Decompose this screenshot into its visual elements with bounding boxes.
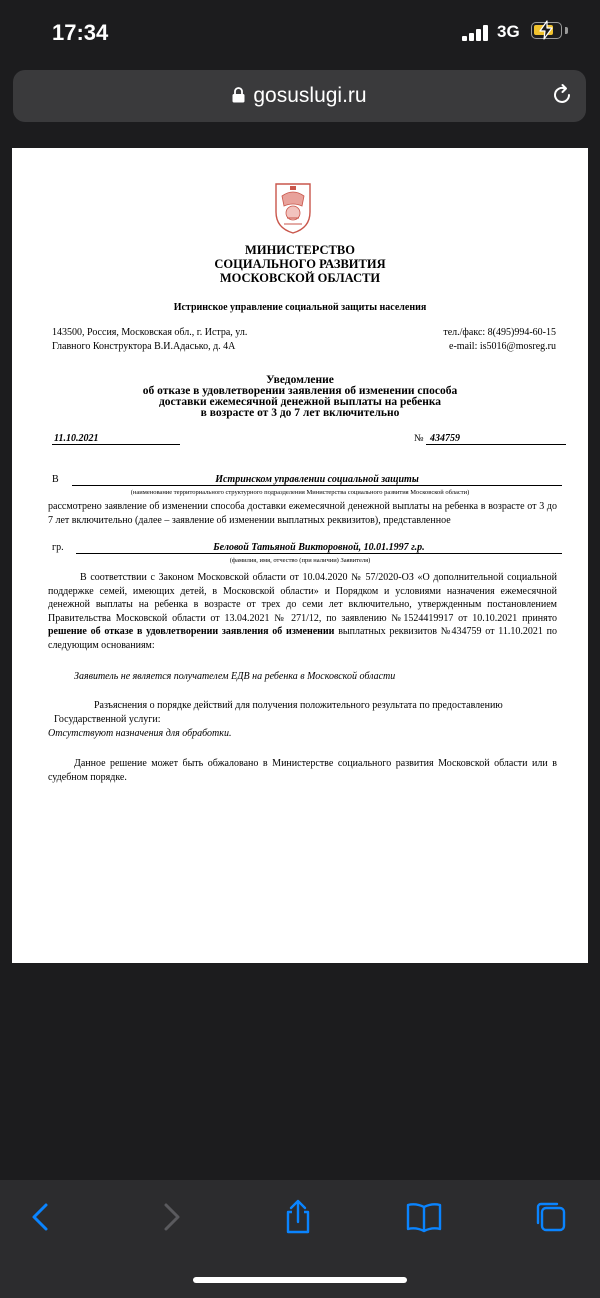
main-paragraph (48, 571, 557, 652)
ministry-line: МОСКОВСКОЙ ОБЛАСТИ (219, 271, 381, 285)
document-page (12, 148, 588, 963)
network-type: 3G (497, 22, 520, 41)
share-icon[interactable] (280, 1199, 316, 1235)
status-bar (0, 0, 600, 66)
charging-bolt-icon (537, 20, 555, 40)
title-line: в возрасте от 3 до 7 лет включительно (200, 407, 400, 419)
status-time: 17:34 (52, 20, 109, 45)
appeal-paragraph: Данное решение может быть обжаловано в Министерстве социального развития Московской области или в судебном порядке. (48, 758, 557, 783)
battery-cap (565, 27, 568, 34)
reload-icon[interactable] (550, 83, 574, 107)
to-label: В (52, 474, 59, 485)
email: e-mail: is5016@mosreg.ru (449, 341, 556, 352)
chevron-left-icon[interactable] (24, 1199, 60, 1235)
lock-icon (232, 87, 245, 103)
main-paragraph-text: выплатных реквизитов №434759 от 11.10.2021 по следующим основаниям: (48, 626, 557, 651)
phone-fax: тел./факс: 8(495)994-60-15 (443, 327, 556, 338)
postal-address (52, 326, 247, 354)
title-line: Уведомление (266, 374, 334, 386)
coat-of-arms-emblem (274, 182, 312, 234)
citizen-label: гр. (52, 542, 64, 553)
address-line: 143500, Россия, Московская обл., г. Истра, ул. (52, 327, 248, 338)
number-label: № (414, 433, 424, 444)
ministry-line: СОЦИАЛЬНОГО РАЗВИТИЯ (214, 257, 386, 271)
office-name: Истринское управление социальной защиты населения (173, 302, 427, 313)
home-indicator[interactable] (193, 1277, 407, 1283)
applicant-caption: (фамилия, имя, отчество (при наличии) Заявителя) (229, 557, 371, 564)
tabs-icon[interactable] (533, 1199, 569, 1235)
clarification-value: Отсутствуют назначения для обработки. (48, 728, 232, 739)
notice-title (72, 375, 528, 419)
main-paragraph-text: В соответствии с Законом Московской области от 10.04.2020 № 57/2020-ОЗ «О дополнительной социальной поддержке семей, имеющих детей, в Московской области» и Порядком и условиями назначения ежемесячной денежной выплаты на ребенка в возрасте от трех до семи лет включительно, утвержденным постановлением Правительства Московской области от 13.04.2021 № 271/12, по заявлению №1524419917 от 10.10.2021 принято (48, 572, 557, 624)
considered-paragraph: рассмотрено заявление об изменении способа доставки ежемесячной денежной выплаты на ребенка в возрасте от 3 до 7 лет включительно (далее – заявление об изменении выплатных реквизитов), представленное (48, 501, 557, 526)
refusal-reason: Заявитель не является получателем ЕДВ на ребенка в Московской области (74, 671, 396, 682)
browser-toolbar (0, 1180, 600, 1298)
clarification-text: Государственной услуги: (54, 714, 161, 725)
url-text: gosuslugi.ru (253, 84, 367, 107)
applicant-field: Беловой Татьяной Викторовной, 10.01.1997 г.р. (76, 542, 562, 554)
address-bar[interactable] (13, 70, 586, 122)
notice-number: 434759 (426, 433, 566, 445)
contact-info (443, 326, 556, 354)
address-line: Главного Конструктора В.И.Адасько, д. 4А (52, 341, 236, 352)
ministry-line: МИНИСТЕРСТВО (245, 243, 355, 257)
title-line: об отказе в удовлетворении заявления об изменении способа (142, 385, 458, 397)
decision-text: решение об отказе в удовлетворении заявления об изменении (48, 626, 335, 637)
title-line: доставки ежемесячной денежной выплаты на ребенка (158, 396, 442, 408)
url-display[interactable] (13, 84, 586, 108)
clarification-text: Разъяснения о порядке действий для получения положительного результата по предоставлению (94, 700, 503, 711)
book-icon[interactable] (406, 1199, 442, 1235)
chevron-right-icon[interactable] (154, 1199, 190, 1235)
organization-caption: (наименование территориального структурного подразделения Министерства социального развития Московской области) (130, 489, 470, 496)
signal-icon (462, 25, 492, 41)
notice-date: 11.10.2021 (52, 433, 180, 445)
organization-field: Истринском управлении социальной защиты (72, 474, 562, 486)
ministry-heading (12, 243, 588, 285)
